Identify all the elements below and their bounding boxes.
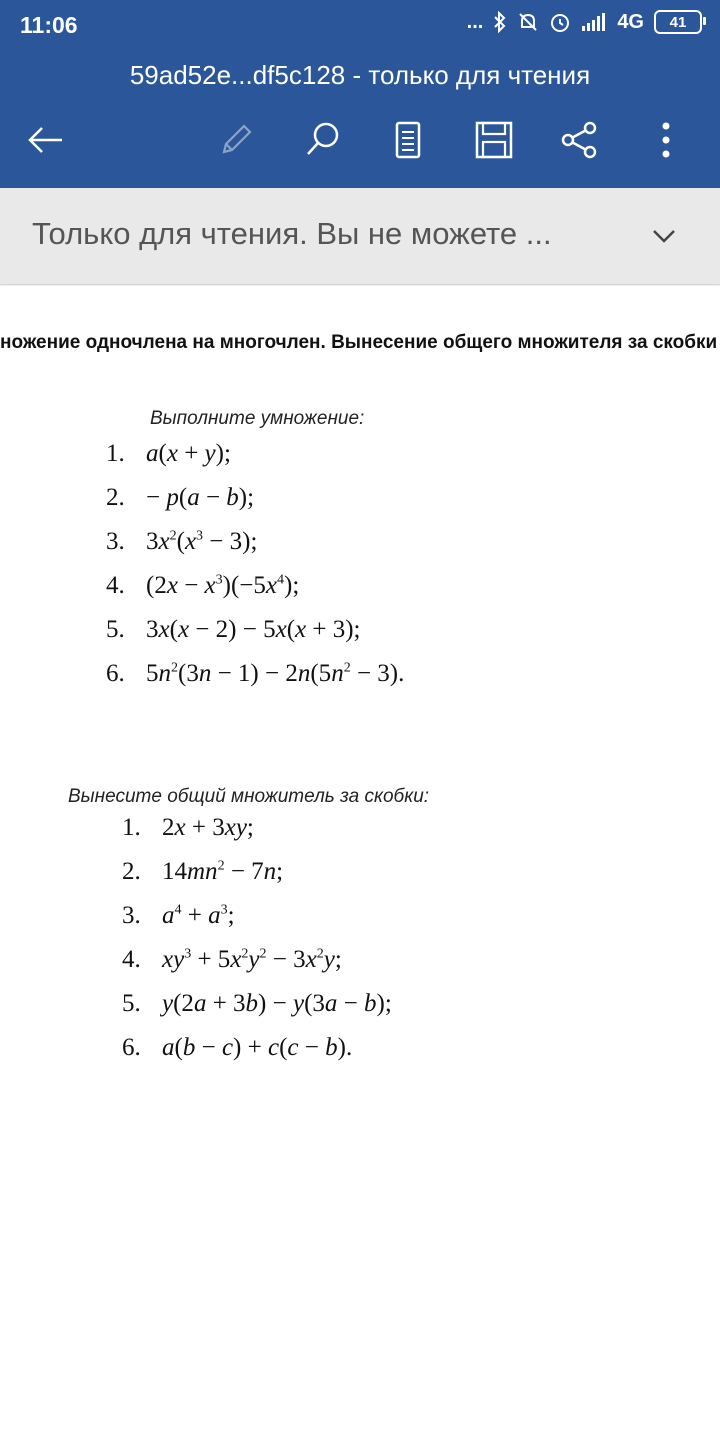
list-item: 3. $a^4 + a^3$; xyxy=(122,902,235,929)
banner-text: Только для чтения. Вы не можете ... xyxy=(32,216,552,251)
expression: $5n^2(3n - 1) - 2n(5n^2 - 3)$. xyxy=(146,660,405,687)
edit-button[interactable] xyxy=(212,116,260,164)
expression: $a^4 + a^3$; xyxy=(162,902,235,929)
expression: $xy^3 + 5x^2y^2 - 3x^2y$; xyxy=(162,946,342,973)
expression: − p(a − b); xyxy=(146,484,255,511)
expression: 2x + 3xy; xyxy=(162,814,254,841)
list-item: 1. a(x + y); xyxy=(106,440,231,467)
list-item: 3. $3x^2(x^3 - 3)$; xyxy=(106,528,258,555)
expression: $3x^2(x^3 - 3)$; xyxy=(146,528,258,555)
expression: $(2x - x^3)(-5x^4)$; xyxy=(146,572,300,599)
back-arrow-icon xyxy=(26,125,66,155)
section-title-factor: Вынесите общий множитель за скобки: xyxy=(68,786,430,807)
status-icons xyxy=(467,10,702,34)
list-item: 4. $xy^3 + 5x^2y^2 - 3x^2y$; xyxy=(122,946,342,973)
more-options-button[interactable] xyxy=(642,116,690,164)
read-only-banner[interactable] xyxy=(0,188,720,285)
mute-bell-icon xyxy=(517,11,539,33)
search-button[interactable] xyxy=(298,116,346,164)
expression: a(x + y); xyxy=(146,440,231,467)
share-button[interactable] xyxy=(556,116,604,164)
factor-exercise-list xyxy=(122,806,392,1070)
more-icon xyxy=(660,120,672,160)
list-item: 5. y(2a + 3b) − y(3a − b); xyxy=(122,990,392,1017)
expression: y(2a + 3b) − y(3a − b); xyxy=(162,990,392,1017)
back-button[interactable] xyxy=(22,116,70,164)
share-icon xyxy=(560,120,600,160)
expression: $14mn^2 - 7n$; xyxy=(162,858,284,885)
app-bar xyxy=(0,52,720,188)
list-item: 2. $14mn^2 - 7n$; xyxy=(122,858,284,885)
document-title: 59ad52e...df5c128 - только для чтения xyxy=(129,60,591,90)
edit-pencil-icon xyxy=(216,120,256,160)
signal-icon xyxy=(581,12,607,32)
battery-icon: 41 xyxy=(654,10,702,34)
section-title-multiply: Выполните умножение: xyxy=(150,408,365,429)
save-icon xyxy=(474,120,514,160)
list-item: 5. 3x(x − 2) − 5x(x + 3); xyxy=(106,616,361,643)
document-page[interactable] xyxy=(0,286,720,1440)
list-item: 1. 2x + 3xy; xyxy=(122,814,254,841)
list-item: 6. $5n^2(3n - 1) - 2n(5n^2 - 3)$. xyxy=(106,660,405,687)
list-item: 2. − p(a − b); xyxy=(106,484,255,511)
list-item: 4. $(2x - x^3)(-5x^4)$; xyxy=(106,572,300,599)
status-bar xyxy=(0,0,720,52)
chevron-down-icon[interactable] xyxy=(646,218,682,254)
alarm-icon xyxy=(549,11,571,33)
list-item: 6. a(b − c) + c(c − b). xyxy=(122,1034,353,1061)
notification-dots-icon: ... xyxy=(466,10,484,33)
network-type: 4G xyxy=(617,10,644,33)
expression: a(b − c) + c(c − b). xyxy=(162,1034,353,1061)
bluetooth-icon xyxy=(493,11,507,33)
document-heading: ножение одночлена на многочлен. Вынесение общего множителя за скобки xyxy=(0,332,718,353)
reading-view-icon xyxy=(393,120,423,160)
expression: 3x(x − 2) − 5x(x + 3); xyxy=(146,616,361,643)
reading-view-button[interactable] xyxy=(384,116,432,164)
status-time: 11:06 xyxy=(20,12,78,38)
save-button[interactable] xyxy=(470,116,518,164)
multiply-exercise-list xyxy=(106,432,404,696)
search-icon xyxy=(302,120,342,160)
